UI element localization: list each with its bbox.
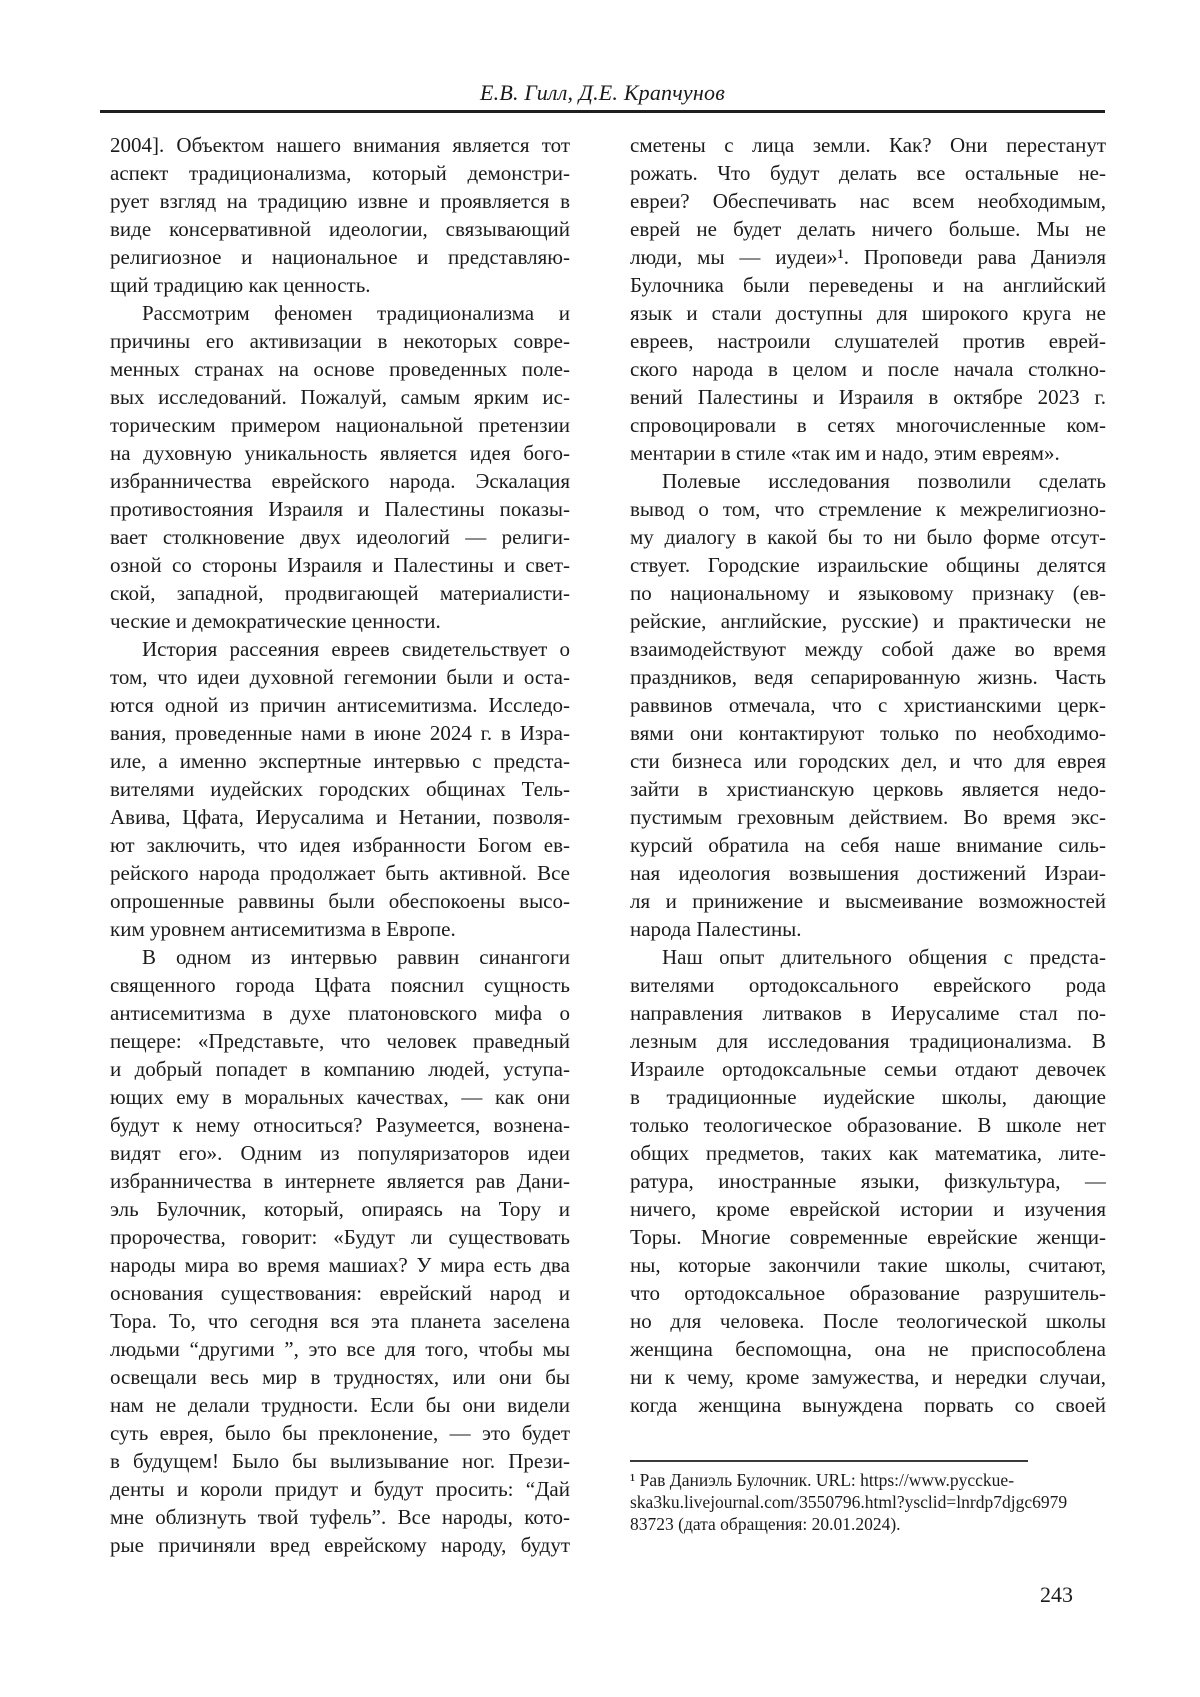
text-line: ствует. Городские израильские общины делятся bbox=[630, 553, 1106, 577]
text-line: му диалогу в какой бы то ни было форме отсут- bbox=[630, 525, 1106, 549]
text-line: сметены с лица земли. Как? Они перестанут bbox=[630, 133, 1106, 157]
text-line: зайти в христианскую церковь является недо- bbox=[630, 777, 1106, 801]
text-line: рует взгляд на традицию извне и проявляется в bbox=[110, 189, 570, 213]
text-line: пещере: «Представьте, что человек праведный bbox=[110, 1029, 570, 1053]
text-line: священного города Цфата пояснил сущность bbox=[110, 973, 570, 997]
text-line: Полевые исследования позволили сделать bbox=[662, 469, 1106, 493]
footnote-line: ¹ Рав Даниэль Булочник. URL: https://www.pycckue- bbox=[630, 1470, 1015, 1490]
text-line: видят его». Одним из популяризаторов идеи bbox=[110, 1141, 570, 1165]
text-line: нам не делали трудности. Если бы они видели bbox=[110, 1393, 570, 1417]
text-line: лезным для исследования традиционализма. В bbox=[630, 1029, 1106, 1053]
text-line: Израиле ортодоксальные семьи отдают девочек bbox=[630, 1057, 1106, 1081]
text-line: Наш опыт длительного общения с предста- bbox=[662, 945, 1106, 969]
text-line: ческие и демократические ценности. bbox=[110, 609, 441, 633]
text-line: рейские, английские, русские) и практически не bbox=[630, 609, 1106, 633]
text-line: но для человека. После теологической школы bbox=[630, 1309, 1106, 1333]
text-line: народа Палестины. bbox=[630, 917, 802, 941]
text-line: рожать. Что будут делать все остальные не- bbox=[630, 161, 1106, 185]
text-line: противостояния Израиля и Палестины показы- bbox=[110, 497, 570, 521]
text-line: общих предметов, таких как математика, лите- bbox=[630, 1141, 1106, 1165]
text-line: сти бизнеса или городских дел, и что для еврея bbox=[630, 749, 1106, 773]
text-line: антисемитизма в духе платоновского мифа о bbox=[110, 1001, 570, 1025]
text-line: освещали весь мир в трудностях, или они бы bbox=[110, 1365, 570, 1389]
text-line: менных странах на основе проведенных поле- bbox=[110, 357, 570, 381]
text-line: на духовную уникальность является идея бого- bbox=[110, 441, 570, 465]
text-line: язык и стали доступны для широкого круга не bbox=[630, 301, 1106, 325]
text-line: в традиционные иудейские школы, дающие bbox=[630, 1085, 1106, 1109]
text-line: Булочника были переведены и на английский bbox=[630, 273, 1106, 297]
text-line: пустимым греховным действием. Во время экс- bbox=[630, 805, 1106, 829]
text-line: ратура, иностранные языки, физкультура, — bbox=[630, 1169, 1106, 1193]
text-line: ющих ему в моральных качествах, — как они bbox=[110, 1085, 570, 1109]
text-line: вает столкновение двух идеологий — религи- bbox=[110, 525, 570, 549]
text-line: евреев, настроили слушателей против еврей- bbox=[630, 329, 1106, 353]
text-line: ют заключить, что идея избранности Богом ев- bbox=[110, 833, 570, 857]
page-number: 243 bbox=[1040, 1582, 1073, 1607]
text-line: и добрый попадет в компанию людей, уступа- bbox=[110, 1057, 570, 1081]
text-line: вями они контактируют только по необходимо- bbox=[630, 721, 1106, 745]
footnote-line: 83723 (дата обращения: 20.01.2024). bbox=[630, 1514, 901, 1534]
text-line: ни к чему, кроме замужества, и нередки случаи, bbox=[630, 1365, 1106, 1389]
text-line: иле, а именно экспертные интервью с предста- bbox=[110, 749, 570, 773]
footnote-text bbox=[630, 1462, 1106, 1535]
text-line: курсий обратила на себя наше внимание силь- bbox=[630, 833, 1106, 857]
text-line: евреи? Обеспечивать нас всем необходимым, bbox=[630, 189, 1106, 213]
right-column bbox=[630, 131, 1106, 1419]
footnote-block bbox=[630, 1460, 1106, 1535]
text-line: вителями ортодоксального еврейского рода bbox=[630, 973, 1106, 997]
text-line: Авива, Цфата, Иерусалима и Нетании, позволя- bbox=[110, 805, 570, 829]
text-line: Рассмотрим феномен традиционализма и bbox=[142, 301, 570, 325]
text-line: избранничества в интернете является рав Дани- bbox=[110, 1169, 570, 1193]
text-line: народы мира во время машиах? У мира есть два bbox=[110, 1253, 570, 1277]
text-line: История рассеяния евреев свидетельствует о bbox=[142, 637, 570, 661]
text-line: раввинов отмечала, что с христианскими церк- bbox=[630, 693, 1106, 717]
footnote-line: ska3ku.livejournal.com/3550796.html?ysclid=lnrdp7djgc6979 bbox=[630, 1492, 1068, 1512]
text-line: виде консервативной идеологии, связывающий bbox=[110, 217, 570, 241]
text-line: женщина беспомощна, она не приспособлена bbox=[630, 1337, 1106, 1361]
text-line: людьми “другими ”, это все для того, чтобы мы bbox=[110, 1337, 570, 1361]
text-line: вений Палестины и Израиля в октябре 2023 г. bbox=[630, 385, 1106, 409]
running-head-authors: Е.В. Гилл, Д.Е. Крапчунов bbox=[480, 80, 725, 105]
text-line: Торы. Многие современные еврейские женщи- bbox=[630, 1225, 1106, 1249]
header-rule bbox=[100, 110, 1105, 113]
text-line: денты и короли придут и будут просить: “Дай bbox=[110, 1477, 570, 1501]
text-line: причины его активизации в некоторых совре- bbox=[110, 329, 570, 353]
text-line: будут к нему относиться? Разумеется, вознена- bbox=[110, 1113, 570, 1137]
text-line: когда женщина вынуждена порвать со своей bbox=[630, 1393, 1106, 1417]
text-line: ким уровнем антисемитизма в Европе. bbox=[110, 917, 456, 941]
text-line: эль Булочник, который, опираясь на Тору и bbox=[110, 1197, 570, 1221]
text-line: ются одной из причин антисемитизма. Исследо- bbox=[110, 693, 570, 717]
text-line: озной со стороны Израиля и Палестины и свет- bbox=[110, 553, 570, 577]
text-line: рейского народа продолжает быть активной. Все bbox=[110, 861, 570, 885]
text-line: вителями иудейских городских общинах Тель- bbox=[110, 777, 570, 801]
text-line: религиозное и национальное и представляю- bbox=[110, 245, 570, 269]
text-line: ской, западной, продвигающей материалисти- bbox=[110, 581, 570, 605]
text-line: аспект традиционализма, который демонстри- bbox=[110, 161, 570, 185]
text-line: ментарии в стиле «так им и надо, этим евреям». bbox=[630, 441, 1060, 465]
text-line: избранничества еврейского народа. Эскалация bbox=[110, 469, 570, 493]
text-line: опрошенные раввины были обеспокоены высо- bbox=[110, 889, 570, 913]
text-line: взаимодействуют между собой даже во время bbox=[630, 637, 1106, 661]
text-line: еврей не будет делать ничего больше. Мы не bbox=[630, 217, 1106, 241]
text-line: 2004]. Объектом нашего внимания является тот bbox=[110, 133, 570, 157]
text-line: спровоцировали в сетях многочисленные ком- bbox=[630, 413, 1106, 437]
text-line: вых исследований. Пожалуй, самым ярким ис- bbox=[110, 385, 570, 409]
text-line: мне облизнуть твой туфель”. Все народы, кото- bbox=[110, 1505, 570, 1529]
text-line: основания существования: еврейский народ и bbox=[110, 1281, 570, 1305]
text-line: по национальному и языковому признаку (ев- bbox=[630, 581, 1106, 605]
text-line: только теологическое образование. В школе нет bbox=[630, 1113, 1106, 1137]
text-line: ского народа в целом и после начала столкно- bbox=[630, 357, 1106, 381]
text-line: торическим примером национальной претензии bbox=[110, 413, 570, 437]
running-head bbox=[100, 80, 1105, 113]
text-line: ны, которые закончили такие школы, считают, bbox=[630, 1253, 1106, 1277]
text-line: направления литваков в Иерусалиме стал по- bbox=[630, 1001, 1106, 1025]
text-line: что ортодоксальное образование разрушитель- bbox=[630, 1281, 1106, 1305]
text-line: вания, проведенные нами в июне 2024 г. в Изра- bbox=[110, 721, 570, 745]
text-line: Тора. То, что сегодня вся эта планета заселена bbox=[110, 1309, 570, 1333]
text-line: суть еврея, было бы преклонение, — это будет bbox=[110, 1421, 570, 1445]
text-line: ничего, кроме еврейской истории и изучения bbox=[630, 1197, 1106, 1221]
text-line: пророчества, говорит: «Будут ли существовать bbox=[110, 1225, 570, 1249]
text-line: ная идеология возвышения достижений Израи- bbox=[630, 861, 1106, 885]
text-line: вывод о том, что стремление к межрелигиозно- bbox=[630, 497, 1106, 521]
text-line: праздников, ведя сепарированную жизнь. Часть bbox=[630, 665, 1106, 689]
text-line: щий традицию как ценность. bbox=[110, 273, 371, 297]
text-line: том, что идеи духовной гегемонии были и оста- bbox=[110, 665, 570, 689]
left-column bbox=[110, 131, 570, 1559]
text-line: В одном из интервью раввин синангоги bbox=[142, 945, 570, 969]
text-line: ля и принижение и высмеивание возможностей bbox=[630, 889, 1106, 913]
text-line: рые причиняли вред еврейскому народу, будут bbox=[110, 1533, 570, 1557]
text-line: в будущем! Было бы вылизывание ног. Прези- bbox=[110, 1449, 570, 1473]
text-line: люди, мы — иудеи»¹. Проповеди рава Даниэля bbox=[630, 245, 1106, 269]
